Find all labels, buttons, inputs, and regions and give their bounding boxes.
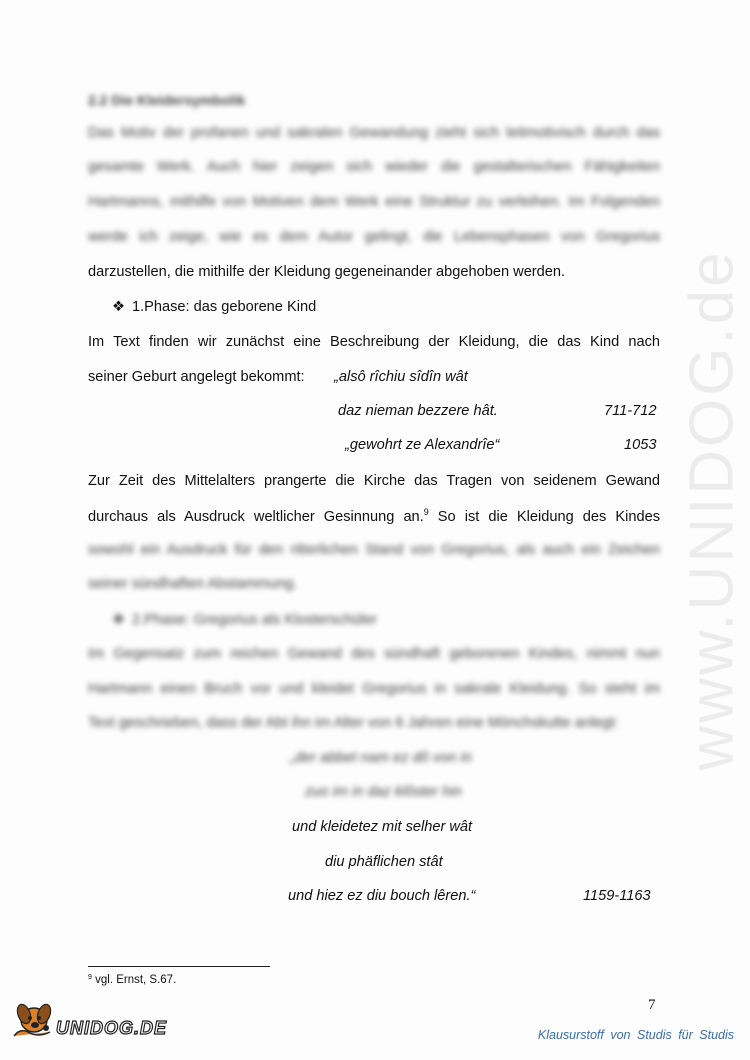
verse-line: und kleidetez mit selher wât — [292, 819, 473, 835]
footnote — [88, 974, 176, 986]
verse-reference: 711-712 — [604, 403, 657, 419]
verse-line: „der abbet nam ez dô von in — [290, 750, 472, 766]
verse-line: „gewohrt ze Alexandrîe“ — [345, 437, 500, 453]
verse-line: daz nieman bezzere hât. — [338, 403, 498, 419]
paragraph-line: Text geschrieben, dass der Abt ihn im Alter von 6 Jahren eine Mönchskutte anlegt: — [88, 715, 619, 731]
watermark: www.UNIDOG.de — [677, 249, 747, 771]
paragraph-line: seiner Geburt angelegt bekommt: — [88, 369, 305, 385]
paragraph-line: Im Text finden wir zunächst eine Beschreibung der Kleidung, die das Kind nach — [88, 334, 660, 350]
footnote-text: vgl. Ernst, S.67. — [91, 974, 177, 986]
text-segment: So ist die Kleidung des Kindes — [428, 509, 660, 525]
verse-line: und hiez ez diu bouch lêren.“ — [288, 888, 476, 904]
phase-bullet-2 — [112, 611, 377, 628]
paragraph-line: sowohl ein Ausdruck für den ritterlichen Stand von Gregorius, als auch ein Zeichen — [88, 542, 660, 558]
text-segment: durchaus als Ausdruck weltlicher Gesinnung an. — [88, 509, 424, 525]
paragraph-line: werde ich zeige, wie es dem Autor gelingt, die Lebensphasen von Gregorius — [88, 229, 660, 245]
paragraph-line: Zur Zeit des Mittelalters prangerte die Kirche das Tragen von seidenem Gewand — [88, 473, 660, 489]
verse-line: zuo im in daz klôster hin — [305, 784, 462, 800]
diamond-bullet-icon: ❖ — [112, 299, 126, 315]
footer-tagline: Klausurstoff von Studis für Studis — [537, 1028, 734, 1042]
paragraph-line-with-footnote — [88, 507, 660, 525]
verse-reference: 1159-1163 — [583, 888, 651, 904]
verse-line: diu phäflichen stât — [325, 854, 443, 870]
section-heading: 2.2 Die Kleidersymbolik — [88, 92, 246, 108]
bullet-text: 2.Phase: Gregorius als Klosterschüler — [132, 612, 377, 628]
paragraph-line: seiner sündhaften Abstammung. — [88, 576, 298, 592]
diamond-bullet-icon: ❖ — [112, 612, 126, 628]
footnote-ref: 9 — [423, 507, 429, 517]
paragraph-line: Hartmann einen Bruch vor und kleidet Gregorius in sakrale Kleidung. So steht im — [88, 681, 660, 697]
logo-wordmark: UNIDOG.DE — [56, 1018, 168, 1038]
footnote-divider — [88, 966, 270, 967]
footnote-number: 9 — [88, 974, 92, 981]
paragraph-line: gesamte Werk. Auch hier zeigen sich wieder die gestalterischen Fähigkeiten — [88, 159, 660, 175]
verse-reference: 1053 — [624, 437, 657, 453]
paragraph-line: Im Gegensatz zum reichen Gewand des sündhaft geborenen Kindes, nimmt nun — [88, 646, 660, 662]
paragraph-line: Das Motiv der profanen und sakralen Gewandung zieht sich leitmotivisch durch das — [88, 125, 660, 141]
verse-line: „alsô rîchiu sîdîn wât — [334, 369, 468, 385]
paragraph-line: darzustellen, die mithilfe der Kleidung gegeneinander abgehoben werden. — [88, 264, 566, 280]
phase-bullet-1 — [112, 298, 316, 315]
bullet-text: 1.Phase: das geborene Kind — [132, 299, 317, 315]
paragraph-line: Hartmanns, mithilfe von Motiven dem Werk eine Struktur zu verleihen. Im Folgenden — [88, 194, 660, 210]
page-number: 7 — [648, 997, 656, 1013]
